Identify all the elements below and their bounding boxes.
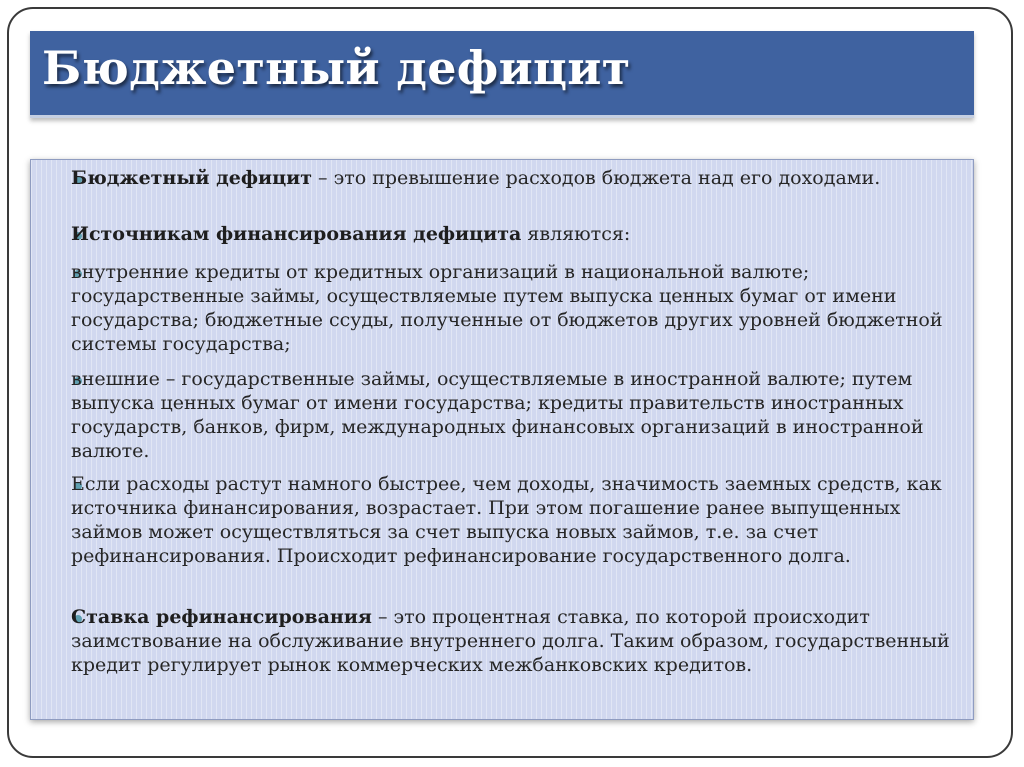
content-panel — [30, 159, 974, 720]
list-item — [71, 222, 971, 246]
list-item — [71, 605, 971, 677]
item-text: внутренние кредиты от кредитных организаций в национальной валюте; государственные займы, осуществляемые путем выпуска ценных бумаг от имени государства; бюджетные ссуды, полученные от бюджетов других уровней бюджетной системы государства; — [71, 261, 943, 355]
item-term: Ставка рефинансирования — [71, 606, 372, 628]
list-item — [71, 472, 971, 568]
title-bar — [30, 31, 974, 118]
item-text: являются: — [521, 223, 631, 245]
slide-title: Бюджетный дефицит — [42, 41, 631, 95]
item-text: внешние – государственные займы, осуществляемые в иностранной валюте; путем выпуска ценных бумаг от имени государства; кредиты правительств иностранных государств, банков, фирм, международных финансовых организаций в иностранной валюте. — [71, 368, 924, 462]
item-term: Источникам финансирования дефицита — [71, 223, 522, 245]
item-text: Если расходы растут намного быстрее, чем доходы, значимость заемных средств, как источника финансирования, возрастает. При этом погашение ранее выпущенных займов может осуществляться за счет выпуска новых займов, т.е. за счет рефинансирования. Происходит рефинансирование государственного долга. — [71, 473, 942, 567]
list-item — [71, 260, 971, 356]
list-item — [71, 367, 971, 463]
item-text: – это процентная ставка, по которой происходит заимствование на обслуживание внутреннего долга. Таким образом, государственный кредит регулирует рынок коммерческих межбанковских кредитов. — [71, 606, 950, 676]
item-text: – это превышение расходов бюджета над его доходами. — [311, 167, 881, 189]
item-term: Бюджетный дефицит — [71, 167, 312, 189]
list-item — [71, 166, 971, 190]
